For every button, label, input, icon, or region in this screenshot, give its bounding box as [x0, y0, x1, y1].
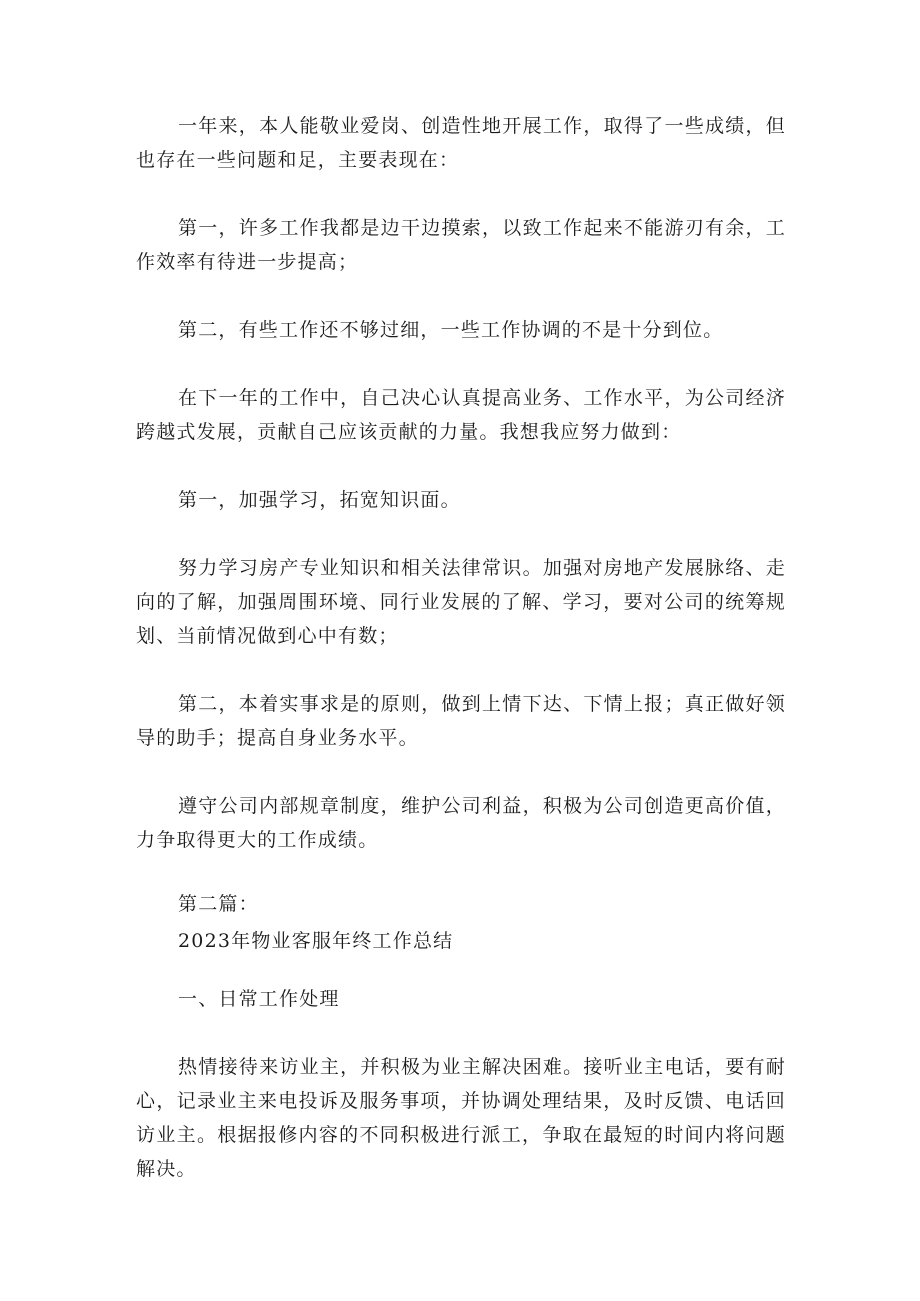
paragraph-5: 第一，加强学习，拓宽知识面。 — [178, 489, 461, 511]
section-title: 2023年物业客服年终工作总结 — [178, 930, 454, 952]
paragraph-6: 努力学习房产专业知识和相关法律常识。加强对房地产发展脉络、走向的了解，加强周围环境、同行业发展的了解、学习，要对公司的统筹规划、当前情况做到心中有数； — [136, 557, 786, 647]
paragraph-4: 在下一年的工作中，自己决心认真提高业务、工作水平，为公司经济跨越式发展，贡献自己应该贡献的力量。我想我应努力做到： — [136, 387, 786, 443]
paragraph-9: 热情接待来访业主，并积极为业主解决困难。接听业主电话，要有耐心，记录业主来电投诉及服务事项，并协调处理结果，及时反馈、电话回访业主。根据报修内容的不同积极进行派工，争取在最短的时间内将问题解决。 — [136, 1056, 786, 1180]
paragraph-7: 第二，本着实事求是的原则，做到上情下达、下情上报；真正做好领导的助手；提高自身业务水平。 — [136, 693, 786, 749]
section-label: 第二篇： — [178, 893, 259, 915]
paragraph-1: 一年来，本人能敬业爱岗、创造性地开展工作，取得了一些成绩，但也存在一些问题和足，主要表现在： — [136, 115, 786, 171]
paragraph-2: 第一，许多工作我都是边干边摸索，以致工作起来不能游刃有余，工作效率有待进一步提高； — [136, 217, 786, 273]
section-heading: 一、日常工作处理 — [178, 988, 340, 1010]
paragraph-8: 遵守公司内部规章制度，维护公司利益，积极为公司创造更高价值，力争取得更大的工作成绩。 — [136, 795, 786, 851]
paragraph-3: 第二，有些工作还不够过细，一些工作协调的不是十分到位。 — [178, 319, 724, 341]
